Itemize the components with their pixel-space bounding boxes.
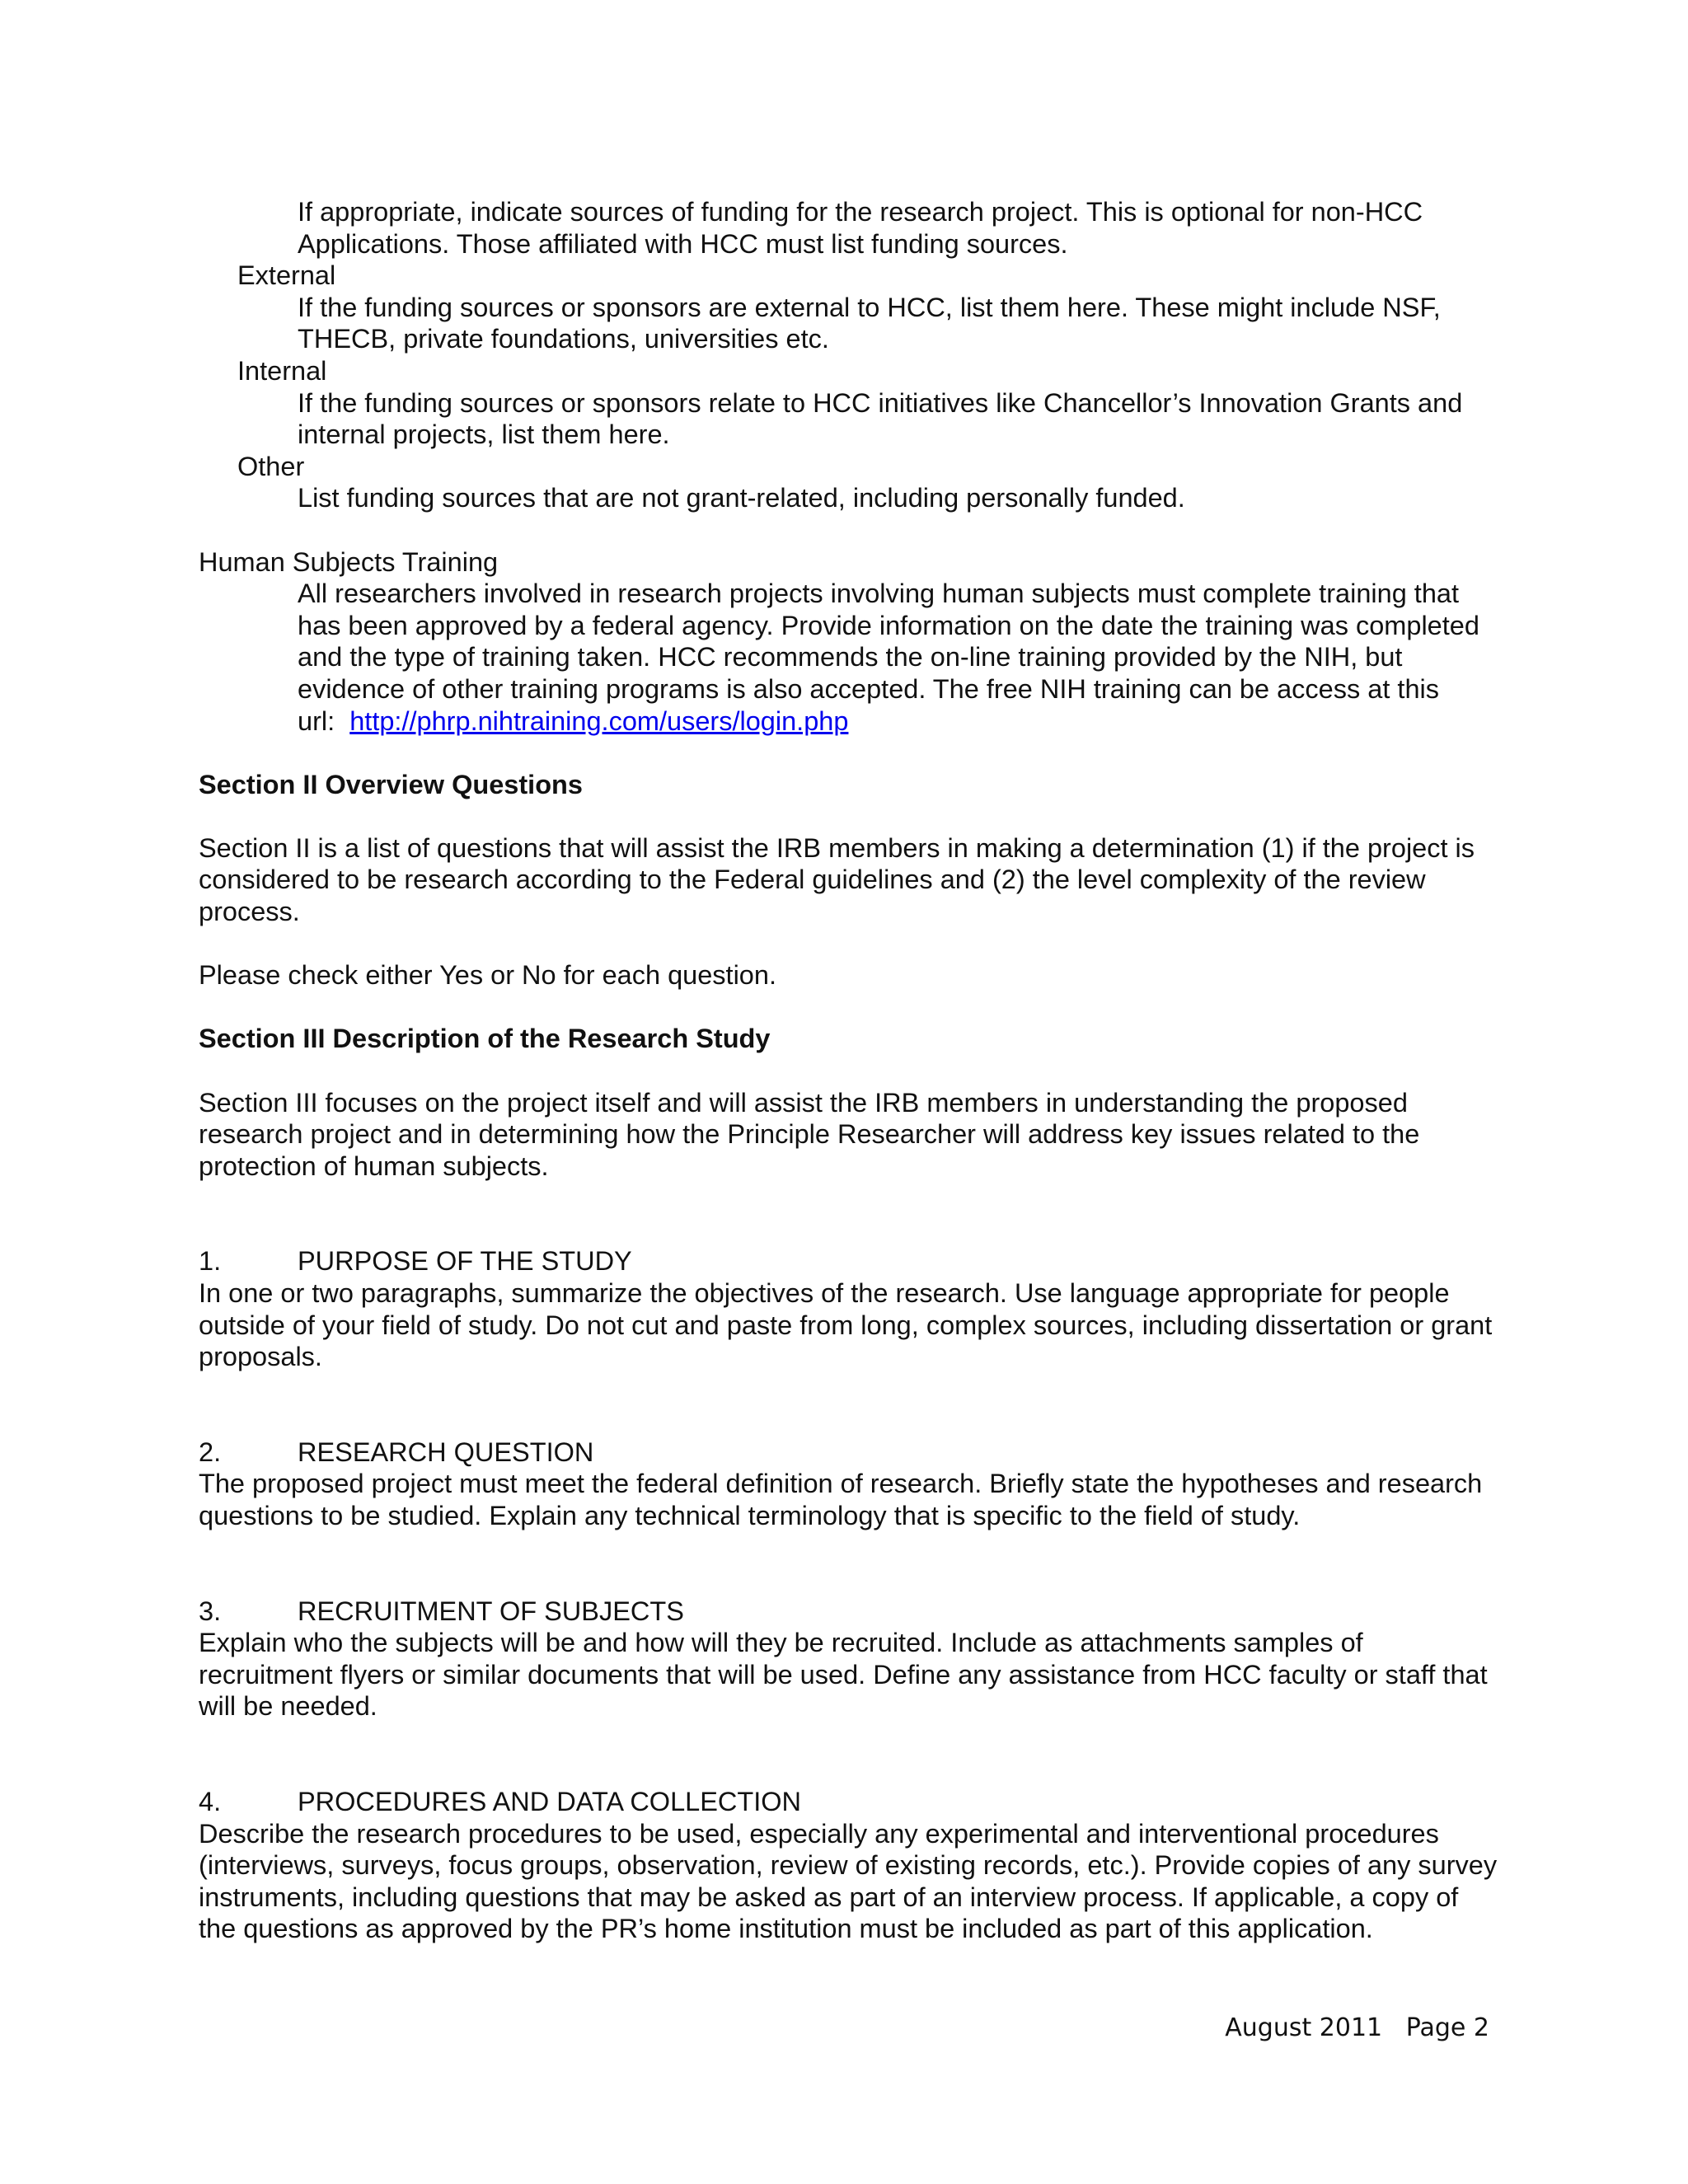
footer-date: August 2011 <box>1225 2013 1383 2042</box>
funding-internal-text: If the funding sources or sponsors relate to HCC initiatives like Chancellor’s Innovation Grants and internal projects, list them here. <box>298 387 1463 450</box>
item-3-number: 3. <box>199 1596 222 1626</box>
item-2-header <box>199 1436 1501 1469</box>
item-4-number: 4. <box>199 1786 222 1816</box>
item-1-header <box>199 1245 1501 1277</box>
item-3-title: RECRUITMENT OF SUBJECTS <box>298 1596 684 1626</box>
section3-heading: Section III Description of the Research Study <box>199 1024 771 1054</box>
item-2-text: The proposed project must meet the federal definition of research. Briefly state the hypotheses and research questions to be studied. Explain any technical terminology that is specific to the field of study. <box>199 1469 1483 1530</box>
item-3-header <box>199 1596 1501 1628</box>
section2-text: Section II is a list of questions that will assist the IRB members in making a determination (1) if the project is considered to be research according to the Federal guidelines and (2) the level complexity of the review process. <box>199 832 1475 927</box>
page-content <box>199 196 1501 1945</box>
funding-external-text: If the funding sources or sponsors are external to HCC, list them here. These might include NSF, THECB, private foundations, universities etc. <box>298 292 1441 354</box>
item-4-header <box>199 1786 1501 1818</box>
nih-training-link[interactable]: http://phrp.nihtraining.com/users/login.php <box>349 705 849 736</box>
section2-instruction: Please check either Yes or No for each question. <box>199 960 776 991</box>
training-text: All researchers involved in research projects involving human subjects must complete training that has been approved by a federal agency. Provide information on the date the training was completed and the type of training taken. HCC recommends the on-line training provided by the NIH, but evidence of other training programs is also accepted. The free NIH training can be access at this url: <box>298 579 1479 736</box>
funding-other-text: List funding sources that are not grant-related, including personally funded. <box>298 483 1185 513</box>
training-heading: Human Subjects Training <box>199 546 499 577</box>
item-3-text: Explain who the subjects will be and how will they be recruited. Include as attachments samples of recruitment flyers or similar documents that will be used. Define any assistance from HCC faculty or staff that will be needed. <box>199 1628 1488 1722</box>
training-paragraph <box>199 578 1501 737</box>
item-4-text: Describe the research procedures to be used, especially any experimental and interventional procedures (interviews, surveys, focus groups, observation, review of existing records, etc.). Provide copies of any survey instruments, including questions that may be asked as part of an interview process. If applicable, a copy of the questions as approved by the PR’s home institution must be included as part of this application. <box>199 1818 1498 1944</box>
funding-other-label: Other <box>237 451 305 481</box>
section3-text: Section III focuses on the project itself and will assist the IRB members in understanding the proposed research project and in determining how the Principle Researcher will address key issues related to the protection of human subjects. <box>199 1087 1420 1181</box>
item-4-title: PROCEDURES AND DATA COLLECTION <box>298 1786 801 1816</box>
page-footer <box>1225 2013 1489 2042</box>
footer-page-number: Page 2 <box>1405 2013 1489 2042</box>
item-2-number: 2. <box>199 1436 222 1467</box>
funding-external-label: External <box>237 260 336 291</box>
item-1-text: In one or two paragraphs, summarize the objectives of the research. Use language appropriate for people outside of your field of study. Do not cut and paste from long, complex sources, including dissertation or grant proposals. <box>199 1278 1493 1372</box>
funding-internal-label: Internal <box>237 355 327 386</box>
section2-heading: Section II Overview Questions <box>199 769 583 799</box>
item-1-number: 1. <box>199 1246 222 1277</box>
funding-intro: If appropriate, indicate sources of funding for the research project. This is optional for non-HCC Applications. Those affiliated with HCC must list funding sources. <box>298 197 1423 259</box>
item-1-title: PURPOSE OF THE STUDY <box>298 1246 632 1277</box>
item-2-title: RESEARCH QUESTION <box>298 1436 594 1467</box>
